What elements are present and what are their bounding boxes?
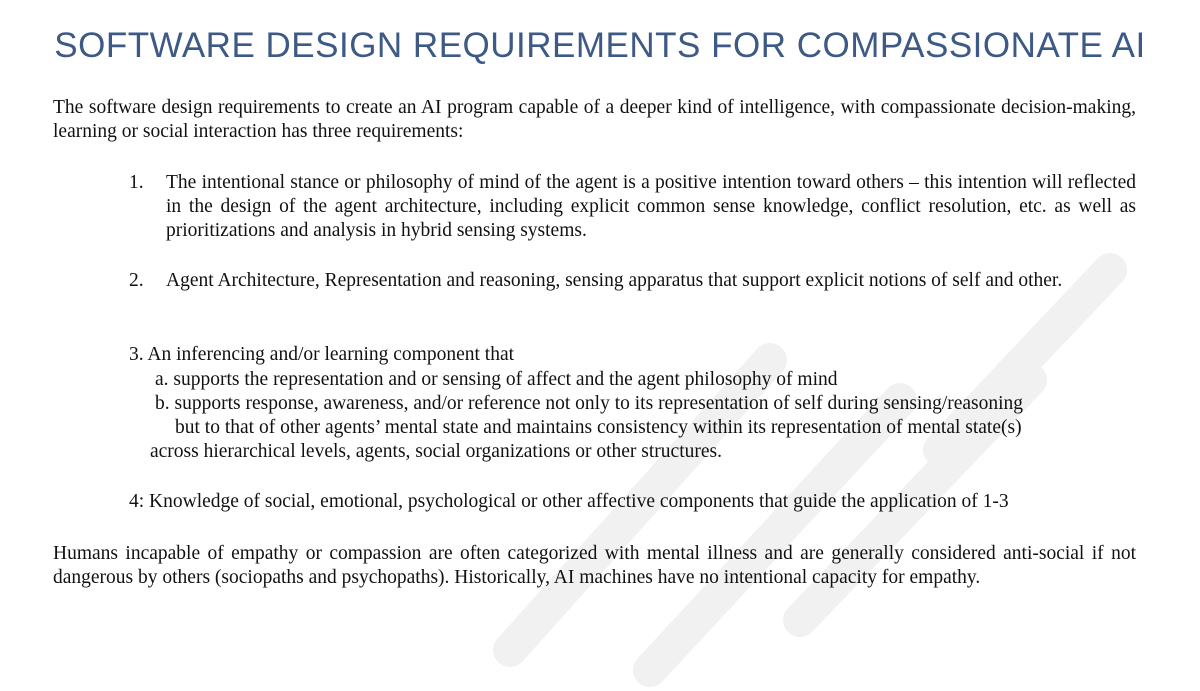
item-text: The intentional stance or philosophy of mind of the agent is a positive intention toward others – this intention will reflected in the design of the agent architecture, including explicit common sense knowledge, conflict resolution, etc. as well as prioritizations and analysis in hybrid sensing systems. — [166, 172, 1136, 241]
intro-paragraph: The software design requirements to create an AI program capable of a deeper kind of intelligence, with compassionate decision-making, learning or social interaction has three requirements: — [53, 97, 1136, 142]
item-text: Agent Architecture, Representation and reasoning, sensing apparatus that support explicit notions of self and other. — [166, 270, 1063, 291]
requirement-item-4: 4: Knowledge of social, emotional, psychological or other affective components that guide the application of 1-3 — [129, 491, 1009, 512]
requirement-item-3a: a. supports the representation and or sensing of affect and the agent philosophy of mind — [155, 369, 838, 390]
requirement-item-3b-line-1: b. supports response, awareness, and/or reference not only to its representation of self during sensing/reasoning — [155, 393, 1024, 414]
closing-paragraph: Humans incapable of empathy or compassion are often categorized with mental illness and are generally considered anti-social if not dangerous by others (sociopaths and psychopaths). Historically, AI machines have no intentional capacity for empathy. — [53, 543, 1136, 588]
item-number: 1. — [129, 172, 144, 193]
item-number: 2. — [129, 270, 144, 291]
page-title: SOFTWARE DESIGN REQUIREMENTS FOR COMPASSIONATE AI — [54, 26, 1146, 65]
requirement-item-3b-line-3: across hierarchical levels, agents, social organizations or other structures. — [150, 441, 722, 462]
requirement-item-3-heading: 3. An inferencing and/or learning component that — [129, 344, 515, 365]
requirement-item-3b-line-2: but to that of other agents’ mental state and maintains consistency within its representation of mental state(s) — [175, 417, 1022, 438]
